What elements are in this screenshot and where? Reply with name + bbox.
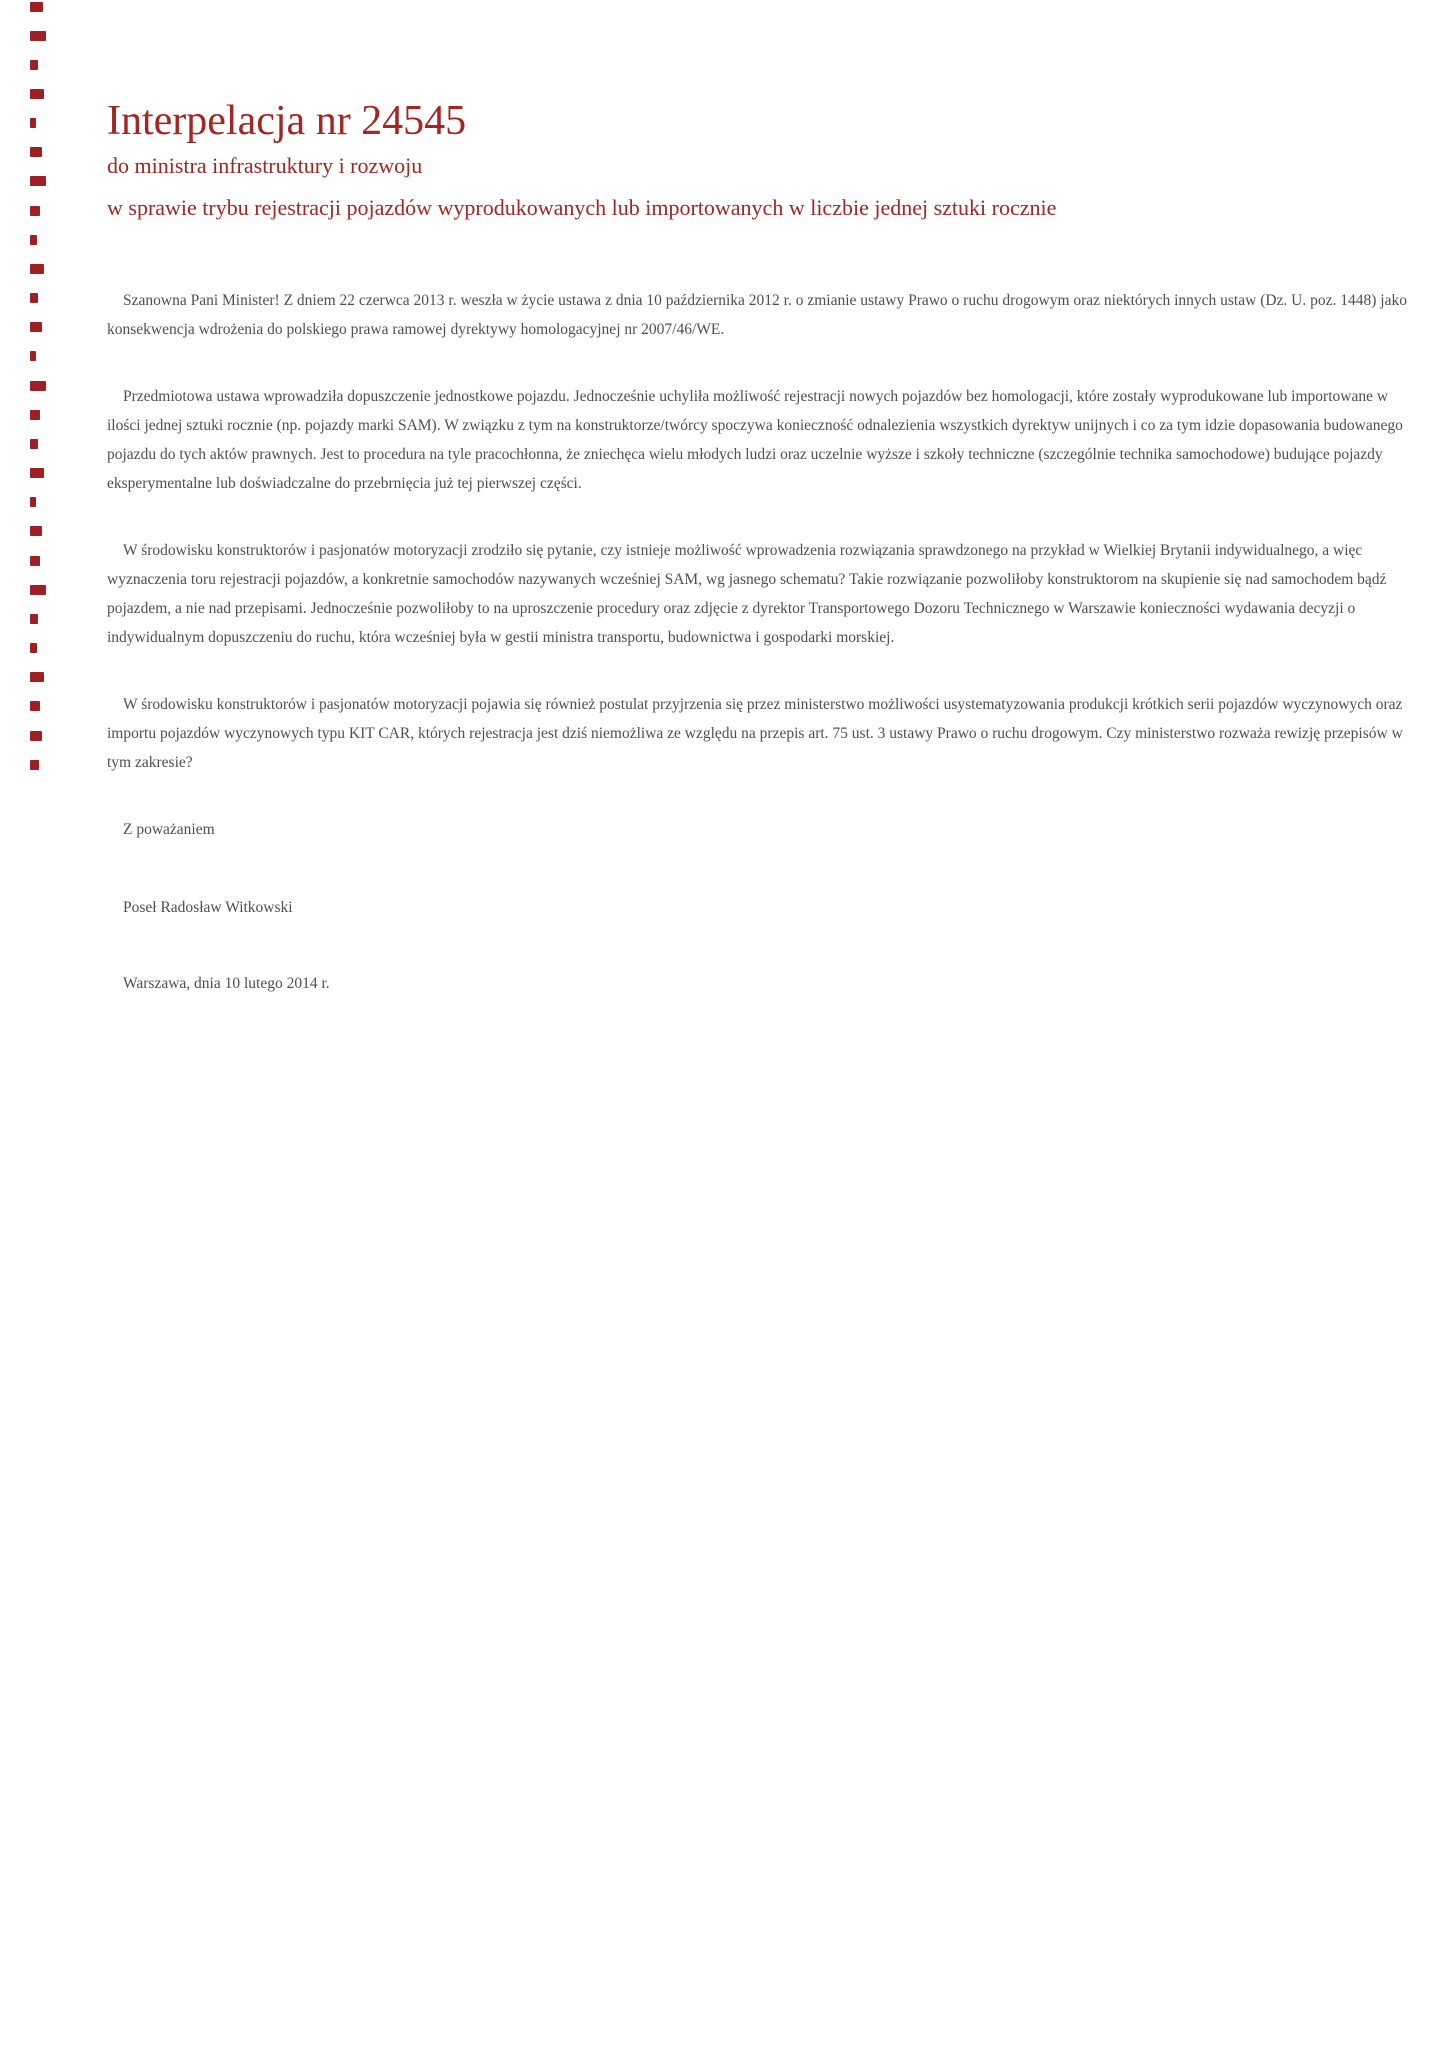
left-edge-mark [30,147,42,157]
left-edge-mark [30,2,43,12]
subject-heading: w sprawie trybu rejestracji pojazdów wyprodukowanych lub importowanych w liczbie jednej sztuki rocznie [107,194,1057,220]
left-edge-mark [30,176,46,186]
left-edge-mark [30,118,36,128]
addressee-heading: do ministra infrastruktury i rozwoju [107,153,423,179]
closing-block [107,815,1407,998]
signature: Poseł Radosław Witkowski [123,898,293,916]
left-edge-mark [30,322,42,332]
body-paragraph: W środowisku konstruktorów i pasjonatów motoryzacji zrodziło się pytanie, czy istnieje możliwość wprowadzenia rozwiązania sprawdzonego na przykład w Wielkiej Brytanii indywidualnego, a więc wyznaczenia toru rejestracji pojazdów, a konkretnie samochodów nazywanych wcześniej SAM, wg jasnego schematu? Takie rozwiązanie pozwoliłoby konstruktorom na skupienie się nad samochodem bądź pojazdem, a nie nad przepisami. Jednocześnie pozwoliłoby to na uproszczenie procedury oraz zdjęcie z dyrektor Transportowego Dozoru Technicznego w Warszawie konieczności wydawania decyzji o indywidualnym dopuszczeniu do ruchu, która wcześniej była w gestii ministra transportu, budownictwa i gospodarki morskiej. [107,541,1387,646]
salutation: Z poważaniem [123,820,215,838]
left-edge-mark [30,760,39,770]
left-edge-mark [30,614,38,624]
document-body [107,286,1407,777]
left-edge-mark [30,60,38,70]
left-edge-mark [30,643,37,653]
left-edge-mark [30,235,37,245]
left-edge-mark [30,672,44,682]
left-edge-mark [30,89,44,99]
left-edge-mark [30,381,46,391]
left-edge-mark [30,410,40,420]
dateline: Warszawa, dnia 10 lutego 2014 r. [123,974,330,992]
left-edge-mark [30,31,46,41]
left-edge-mark [30,293,38,303]
left-edge-mark [30,351,36,361]
interpellation-document [107,96,1407,998]
left-edge-mark [30,468,44,478]
body-paragraph: W środowisku konstruktorów i pasjonatów motoryzacji pojawia się również postulat przyjrzenia się przez ministerstwo możliwości usystematyzowania produkcji krótkich serii pojazdów wyczynowych oraz importu pojazdów wyczynowych typu KIT CAR, których rejestracja jest dziś niemożliwa ze względu na przepis art. 75 ust. 3 ustawy Prawo o ruchu drogowym. Czy ministerstwo rozważa rewizję przepisów w tym zakresie? [107,695,1403,771]
left-edge-mark [30,439,38,449]
body-paragraph: Szanowna Pani Minister! Z dniem 22 czerwca 2013 r. weszła w życie ustawa z dnia 10 października 2012 r. o zmianie ustawy Prawo o ruchu drogowym oraz niektórych innych ustaw (Dz. U. poz. 1448) jako konsekwencja wdrożenia do polskiego prawa ramowej dyrektywy homologacyjnej nr 2007/46/WE. [107,291,1407,338]
body-paragraph: Przedmiotowa ustawa wprowadziła dopuszczenie jednostkowe pojazdu. Jednocześnie uchyliła możliwość rejestracji nowych pojazdów bez homologacji, które zostały wyprodukowane lub importowane w ilości jednej sztuki rocznie (np. pojazdy marki SAM). W związku z tym na konstruktorze/twórcy spoczywa konieczność odnalezienia wszystkich dyrektyw unijnych i co za tym idzie dopasowania budowanego pojazdu do tych aktów prawnych. Jest to procedura na tyle pracochłonna, że zniechęca wielu młodych ludzi oraz uczelnie wyższe i szkoły techniczne (szczególnie technika samochodowe) budujące pojazdy eksperymentalne lub doświadczalne do przebrnięcia już tej pierwszej części. [107,387,1403,492]
page-title: Interpelacja nr 24545 [107,98,467,144]
left-edge-mark [30,264,44,274]
left-edge-artifacts [0,0,60,800]
left-edge-mark [30,497,36,507]
left-edge-mark [30,585,46,595]
left-edge-mark [30,526,42,536]
left-edge-mark [30,731,42,741]
left-edge-mark [30,556,40,566]
left-edge-mark [30,206,40,216]
left-edge-mark [30,701,40,711]
